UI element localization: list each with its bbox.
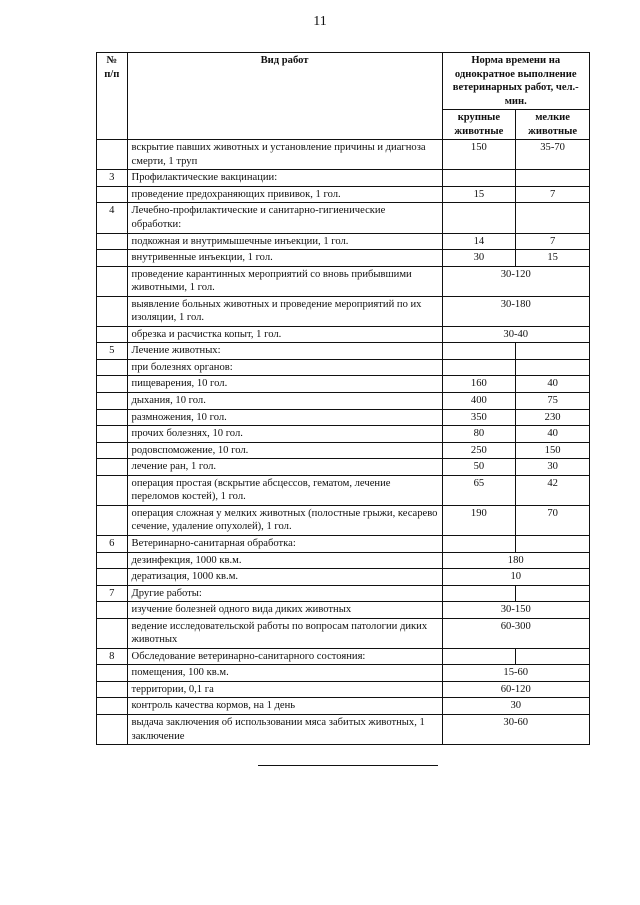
norm-value: 30: [442, 698, 590, 715]
norm-value: 30-180: [442, 296, 590, 326]
row-number: [97, 326, 128, 343]
work-type: территории, 0,1 га: [127, 681, 442, 698]
work-type: дыхания, 10 гол.: [127, 393, 442, 410]
work-type: родовспоможение, 10 гол.: [127, 442, 442, 459]
table-row: [97, 535, 590, 552]
row-number: [97, 698, 128, 715]
norm-small: 75: [516, 393, 590, 410]
table-row: [97, 393, 590, 410]
norm-small: [516, 535, 590, 552]
row-number: 7: [97, 585, 128, 602]
row-number: [97, 714, 128, 744]
row-number: [97, 475, 128, 505]
work-type: пищеварения, 10 гол.: [127, 376, 442, 393]
norm-small: 150: [516, 442, 590, 459]
work-type: дезинфекция, 1000 кв.м.: [127, 552, 442, 569]
norm-small: 15: [516, 250, 590, 267]
table-row: [97, 442, 590, 459]
norm-small: 42: [516, 475, 590, 505]
page-number: 11: [313, 14, 327, 29]
norm-value: 60-120: [442, 681, 590, 698]
norm-value: 60-300: [442, 618, 590, 648]
norm-large: 160: [442, 376, 516, 393]
norm-value: 10: [442, 569, 590, 586]
row-number: [97, 602, 128, 619]
norm-small: [516, 343, 590, 360]
norm-large: 150: [442, 140, 516, 170]
table-row: [97, 266, 590, 296]
norm-large: [442, 648, 516, 665]
row-number: [97, 505, 128, 535]
table-row: [97, 359, 590, 376]
work-type: дератизация, 1000 кв.м.: [127, 569, 442, 586]
row-number: [97, 681, 128, 698]
table-row: [97, 698, 590, 715]
table-row: [97, 475, 590, 505]
row-number: [97, 569, 128, 586]
table-body: [97, 140, 590, 745]
work-type: проведение карантинных мероприятий со вновь прибывшими животными, 1 гол.: [127, 266, 442, 296]
norm-large: [442, 170, 516, 187]
table-row: [97, 140, 590, 170]
norm-large: 190: [442, 505, 516, 535]
work-type: изучение болезней одного вида диких животных: [127, 602, 442, 619]
norm-large: [442, 203, 516, 233]
header-work: Вид работ: [127, 53, 442, 140]
norm-small: [516, 585, 590, 602]
table-row: [97, 714, 590, 744]
work-type: ведение исследовательской работы по вопросам патологии диких животных: [127, 618, 442, 648]
row-number: 6: [97, 535, 128, 552]
work-type: Ветеринарно-санитарная обработка:: [127, 535, 442, 552]
row-number: [97, 140, 128, 170]
row-number: [97, 665, 128, 682]
norm-value: 30-40: [442, 326, 590, 343]
work-type: обрезка и расчистка копыт, 1 гол.: [127, 326, 442, 343]
table-row: [97, 203, 590, 233]
norm-large: 350: [442, 409, 516, 426]
table-row: [97, 296, 590, 326]
work-type: Другие работы:: [127, 585, 442, 602]
norm-small: [516, 203, 590, 233]
row-number: [97, 233, 128, 250]
table-row: [97, 426, 590, 443]
work-type: Лечебно-профилактические и санитарно-гигиенические обработки:: [127, 203, 442, 233]
work-type: Профилактические вакцинации:: [127, 170, 442, 187]
norm-small: 7: [516, 233, 590, 250]
table-row: [97, 376, 590, 393]
row-number: [97, 459, 128, 476]
work-type: операция сложная у мелких животных (полостные грыжи, кесарево сечение, удаление опухолей), 1 гол.: [127, 505, 442, 535]
header-large: крупные животные: [442, 110, 516, 140]
norm-small: 40: [516, 376, 590, 393]
table-row: [97, 326, 590, 343]
norm-value: 180: [442, 552, 590, 569]
table-row: [97, 170, 590, 187]
norm-large: 50: [442, 459, 516, 476]
norm-large: [442, 359, 516, 376]
table-row: [97, 552, 590, 569]
work-type: выявление больных животных и проведение мероприятий по их изоляции, 1 гол.: [127, 296, 442, 326]
norm-value: 30-150: [442, 602, 590, 619]
norm-small: [516, 648, 590, 665]
table-header: [97, 53, 590, 140]
norm-value: 30-120: [442, 266, 590, 296]
header-small: мелкие животные: [516, 110, 590, 140]
row-number: [97, 359, 128, 376]
norm-small: 230: [516, 409, 590, 426]
row-number: [97, 409, 128, 426]
work-type: контроль качества кормов, на 1 день: [127, 698, 442, 715]
work-type: помещения, 100 кв.м.: [127, 665, 442, 682]
row-number: 5: [97, 343, 128, 360]
row-number: [97, 376, 128, 393]
norm-large: [442, 585, 516, 602]
norm-large: 30: [442, 250, 516, 267]
table-row: [97, 459, 590, 476]
row-number: 8: [97, 648, 128, 665]
norm-value: 15-60: [442, 665, 590, 682]
norm-small: [516, 170, 590, 187]
work-type: выдача заключения об использовании мяса забитых животных, 1 заключение: [127, 714, 442, 744]
table-row: [97, 409, 590, 426]
table-row: [97, 585, 590, 602]
work-type: внутривенные инъекции, 1 гол.: [127, 250, 442, 267]
work-type: лечение ран, 1 гол.: [127, 459, 442, 476]
footer-divider: [258, 765, 438, 766]
norm-small: 30: [516, 459, 590, 476]
table-row: [97, 602, 590, 619]
row-number: [97, 618, 128, 648]
row-number: [97, 250, 128, 267]
vet-norms-table: [96, 52, 590, 745]
row-number: [97, 552, 128, 569]
norm-large: 14: [442, 233, 516, 250]
work-type: проведение предохраняющих прививок, 1 гол.: [127, 186, 442, 203]
norm-large: [442, 343, 516, 360]
table-row: [97, 505, 590, 535]
table-row: [97, 665, 590, 682]
work-type: размножения, 10 гол.: [127, 409, 442, 426]
norm-small: [516, 359, 590, 376]
table-row: [97, 250, 590, 267]
table-row: [97, 569, 590, 586]
row-number: [97, 426, 128, 443]
norm-large: [442, 535, 516, 552]
norm-small: 40: [516, 426, 590, 443]
norm-large: 65: [442, 475, 516, 505]
row-number: [97, 186, 128, 203]
row-number: [97, 393, 128, 410]
norm-large: 15: [442, 186, 516, 203]
row-number: [97, 296, 128, 326]
work-type: при болезнях органов:: [127, 359, 442, 376]
norm-value: 30-60: [442, 714, 590, 744]
row-number: [97, 266, 128, 296]
table-row: [97, 618, 590, 648]
row-number: [97, 442, 128, 459]
work-type: подкожная и внутримышечные инъекции, 1 гол.: [127, 233, 442, 250]
work-type: Лечение животных:: [127, 343, 442, 360]
norm-large: 400: [442, 393, 516, 410]
norm-small: 7: [516, 186, 590, 203]
header-norm: Норма времени на однократное выполнение ветеринарных работ, чел.-мин.: [442, 53, 590, 110]
table-row: [97, 681, 590, 698]
table-row: [97, 233, 590, 250]
table-row: [97, 186, 590, 203]
work-type: операция простая (вскрытие абсцессов, гематом, лечение переломов костей), 1 гол.: [127, 475, 442, 505]
norm-small: 70: [516, 505, 590, 535]
table-row: [97, 648, 590, 665]
norm-large: 250: [442, 442, 516, 459]
work-type: вскрытие павших животных и установление причины и диагноза смерти, 1 труп: [127, 140, 442, 170]
norm-large: 80: [442, 426, 516, 443]
row-number: 3: [97, 170, 128, 187]
norm-small: 35-70: [516, 140, 590, 170]
work-type: Обследование ветеринарно-санитарного состояния:: [127, 648, 442, 665]
row-number: 4: [97, 203, 128, 233]
header-num: № п/п: [97, 53, 128, 140]
table-row: [97, 343, 590, 360]
work-type: прочих болезнях, 10 гол.: [127, 426, 442, 443]
